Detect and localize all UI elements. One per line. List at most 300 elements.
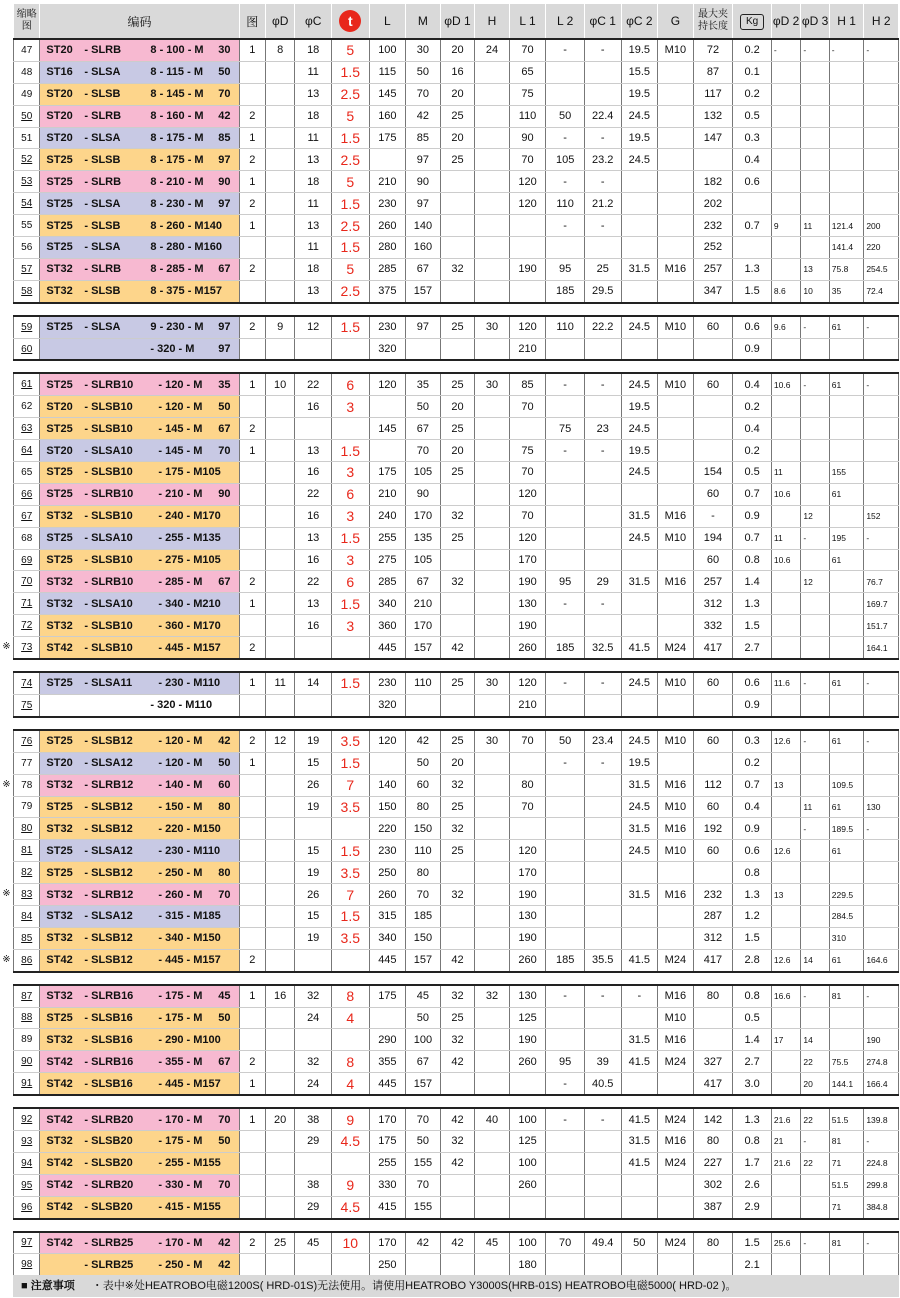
cell-pc: 15 <box>295 752 332 774</box>
cell-L2 <box>546 1152 585 1174</box>
row-number[interactable] <box>14 440 40 462</box>
cell-fig <box>239 1254 265 1276</box>
cell-H <box>475 193 510 215</box>
code-part: ST42 <box>46 1077 73 1090</box>
t-badge-icon: t <box>339 10 361 32</box>
row-number[interactable] <box>14 774 40 796</box>
cell-L: 230 <box>369 316 406 338</box>
cell-kg: 0.9 <box>733 694 772 716</box>
row-number[interactable] <box>14 1029 40 1051</box>
cell-pc2 <box>621 193 658 215</box>
cell-H <box>475 215 510 237</box>
product-code[interactable] <box>40 730 239 752</box>
cell-L1: 80 <box>509 774 546 796</box>
cell-H2: - <box>864 39 899 61</box>
table-row <box>14 1254 899 1276</box>
code-part: - SLSB20 <box>84 1201 133 1214</box>
cell-L2 <box>546 818 585 840</box>
product-code[interactable] <box>40 1108 239 1130</box>
product-code[interactable] <box>40 396 239 418</box>
cell-G: M24 <box>658 1108 694 1130</box>
product-code[interactable] <box>40 694 239 716</box>
row-number[interactable] <box>14 694 40 716</box>
cell-H <box>475 396 510 418</box>
product-code[interactable] <box>40 593 239 615</box>
row-number[interactable] <box>14 171 40 193</box>
row-number[interactable] <box>14 105 40 127</box>
cell-L: 210 <box>369 483 406 505</box>
product-code[interactable] <box>40 905 239 927</box>
row-number[interactable] <box>14 672 40 694</box>
cell-kg: 1.3 <box>733 1108 772 1130</box>
row-number[interactable] <box>14 862 40 884</box>
cell-G <box>658 105 694 127</box>
cell-pd <box>265 637 294 659</box>
product-code[interactable] <box>40 105 239 127</box>
cell-pc2: 31.5 <box>621 571 658 593</box>
cell-L1: 110 <box>509 105 546 127</box>
cell-fig <box>239 1174 265 1196</box>
cell-pd1: 25 <box>440 316 475 338</box>
row-number[interactable] <box>14 258 40 280</box>
cell-maxlen: 417 <box>693 1073 733 1095</box>
table-row <box>14 862 899 884</box>
cell-L2: - <box>546 127 585 149</box>
cell-t: 6 <box>331 571 369 593</box>
cell-L <box>369 752 406 774</box>
cell-H1: 61 <box>829 730 864 752</box>
code-part: - SLRB <box>84 175 122 188</box>
code-part: ST25 <box>46 554 73 567</box>
code-part: 42 <box>218 1258 231 1271</box>
cell-L1: 120 <box>509 171 546 193</box>
cell-G: M10 <box>658 730 694 752</box>
row-number-text: 61 <box>21 379 33 391</box>
product-code[interactable] <box>40 949 239 971</box>
cell-pc1: 22.2 <box>584 316 621 338</box>
spec-table <box>13 3 899 1277</box>
row-number[interactable] <box>14 373 40 395</box>
code-part: - SLSB16 <box>84 1033 133 1046</box>
cell-pc2 <box>621 1073 658 1095</box>
product-code[interactable] <box>40 1029 239 1051</box>
cell-fig: 1 <box>239 373 265 395</box>
cell-H1: 109.5 <box>829 774 864 796</box>
row-number[interactable] <box>14 1108 40 1130</box>
row-number[interactable] <box>14 752 40 774</box>
cell-pd1: 25 <box>440 462 475 484</box>
product-code[interactable] <box>40 840 239 862</box>
product-code[interactable] <box>40 985 239 1007</box>
cell-pc2: - <box>621 985 658 1007</box>
cell-L1: 70 <box>509 149 546 171</box>
cell-H2: 274.8 <box>864 1051 899 1073</box>
cell-fig: 2 <box>239 258 265 280</box>
cell-pc2: 19.5 <box>621 440 658 462</box>
code-part: ST25 <box>46 800 73 813</box>
cell-pc2: 31.5 <box>621 258 658 280</box>
row-number[interactable] <box>14 39 40 61</box>
cell-maxlen <box>693 149 733 171</box>
cell-M: 67 <box>406 258 441 280</box>
cell-pd <box>265 483 294 505</box>
product-code[interactable] <box>40 672 239 694</box>
cell-maxlen: 192 <box>693 818 733 840</box>
row-number[interactable] <box>14 1152 40 1174</box>
cell-pd: 12 <box>265 730 294 752</box>
cell-G <box>658 1196 694 1218</box>
row-number[interactable] <box>14 316 40 338</box>
cell-pc1 <box>584 338 621 360</box>
spec-table-wrapper <box>13 3 899 1277</box>
row-number-text: 53 <box>21 176 33 188</box>
product-code[interactable] <box>40 149 239 171</box>
product-code[interactable] <box>40 440 239 462</box>
cell-t: 1.5 <box>331 193 369 215</box>
cell-maxlen: 387 <box>693 1196 733 1218</box>
cell-H <box>475 127 510 149</box>
cell-maxlen: 417 <box>693 949 733 971</box>
cell-pc1 <box>584 694 621 716</box>
table-row <box>14 127 899 149</box>
cell-L2: 110 <box>546 193 585 215</box>
product-code[interactable] <box>40 83 239 105</box>
cell-pc: 15 <box>295 905 332 927</box>
table-row <box>14 338 899 360</box>
cell-maxlen: 80 <box>693 1130 733 1152</box>
cell-G <box>658 905 694 927</box>
row-number[interactable] <box>14 61 40 83</box>
row-number[interactable] <box>14 927 40 949</box>
product-code[interactable] <box>40 215 239 237</box>
table-row <box>14 258 899 280</box>
table-row <box>14 39 899 61</box>
cell-pd3 <box>801 127 829 149</box>
row-number[interactable] <box>14 1130 40 1152</box>
cell-pd2 <box>771 440 800 462</box>
cell-maxlen: 147 <box>693 127 733 149</box>
code-part: 35 <box>218 378 231 391</box>
product-code[interactable] <box>40 1051 239 1073</box>
row-number[interactable] <box>14 818 40 840</box>
row-number[interactable] <box>14 483 40 505</box>
cell-M: 42 <box>406 730 441 752</box>
cell-pd <box>265 505 294 527</box>
cell-pd2 <box>771 418 800 440</box>
cell-H2: 76.7 <box>864 571 899 593</box>
header-H: H <box>475 4 510 40</box>
code-part: - 250 - M <box>158 866 203 879</box>
group-spacer <box>14 659 899 672</box>
code-part: ST25 <box>46 677 73 690</box>
cell-fig: 2 <box>239 1051 265 1073</box>
cell-L1: 70 <box>509 39 546 61</box>
cell-pd1: 20 <box>440 440 475 462</box>
cell-maxlen: 194 <box>693 527 733 549</box>
cell-pc: 18 <box>295 39 332 61</box>
product-code[interactable] <box>40 927 239 949</box>
cell-pc1 <box>584 774 621 796</box>
product-code[interactable] <box>40 615 239 637</box>
cell-H: 30 <box>475 672 510 694</box>
cell-maxlen: 80 <box>693 1232 733 1254</box>
product-code[interactable] <box>40 1130 239 1152</box>
product-code[interactable] <box>40 884 239 906</box>
cell-t: 1.5 <box>331 316 369 338</box>
cell-pd2: 9 <box>771 215 800 237</box>
cell-G: M10 <box>658 672 694 694</box>
product-code[interactable] <box>40 373 239 395</box>
row-number[interactable] <box>14 505 40 527</box>
product-code[interactable] <box>40 483 239 505</box>
cell-G <box>658 396 694 418</box>
code-part: - SLSB <box>84 88 121 101</box>
cell-H <box>475 1007 510 1029</box>
code-part: ST42 <box>46 1179 73 1192</box>
cell-pd <box>265 796 294 818</box>
cell-t: 10 <box>331 1232 369 1254</box>
row-number[interactable] <box>14 338 40 360</box>
row-number[interactable] <box>14 615 40 637</box>
product-code[interactable] <box>40 39 239 61</box>
cell-H1: 141.4 <box>829 237 864 259</box>
cell-fig: 1 <box>239 1073 265 1095</box>
cell-pd2 <box>771 505 800 527</box>
cell-H1 <box>829 571 864 593</box>
cell-pd3: 22 <box>801 1051 829 1073</box>
product-code[interactable] <box>40 237 239 259</box>
row-number[interactable] <box>14 149 40 171</box>
cell-H2 <box>864 752 899 774</box>
row-number[interactable] <box>14 593 40 615</box>
row-number[interactable] <box>14 985 40 1007</box>
row-number[interactable] <box>14 1174 40 1196</box>
cell-fig <box>239 338 265 360</box>
product-code[interactable] <box>40 637 239 659</box>
code-part: 50 <box>218 1011 231 1024</box>
cell-pc1 <box>584 927 621 949</box>
cell-L2 <box>546 549 585 571</box>
cell-pd <box>265 818 294 840</box>
product-code[interactable] <box>40 571 239 593</box>
note-mark: ※ <box>2 888 11 899</box>
cell-maxlen: 257 <box>693 258 733 280</box>
row-number-text: 74 <box>21 677 33 689</box>
cell-pd3: - <box>801 316 829 338</box>
row-number[interactable] <box>14 571 40 593</box>
cell-maxlen <box>693 396 733 418</box>
row-number-text: 75 <box>21 699 33 711</box>
cell-L: 230 <box>369 193 406 215</box>
table-row <box>14 215 899 237</box>
product-code[interactable] <box>40 505 239 527</box>
cell-pc: 13 <box>295 83 332 105</box>
cell-pd <box>265 752 294 774</box>
row-number[interactable] <box>14 1254 40 1276</box>
row-number-text: 90 <box>21 1056 33 1068</box>
cell-pc1 <box>584 615 621 637</box>
cell-L1: 100 <box>509 1152 546 1174</box>
row-number[interactable] <box>14 637 40 659</box>
code-part: 70 <box>218 1113 231 1126</box>
product-code[interactable] <box>40 1174 239 1196</box>
row-number[interactable] <box>14 215 40 237</box>
product-code[interactable] <box>40 549 239 571</box>
cell-L2 <box>546 796 585 818</box>
row-number[interactable] <box>14 1007 40 1029</box>
cell-M <box>406 1254 441 1276</box>
table-row <box>14 1232 899 1254</box>
row-number[interactable] <box>14 396 40 418</box>
product-code[interactable] <box>40 127 239 149</box>
cell-H1 <box>829 593 864 615</box>
cell-pc: 13 <box>295 215 332 237</box>
code-part: 8 - 285 - M <box>150 263 204 276</box>
cell-pc1 <box>584 237 621 259</box>
cell-L2: 95 <box>546 258 585 280</box>
cell-L1: 260 <box>509 1174 546 1196</box>
row-number[interactable] <box>14 193 40 215</box>
cell-maxlen: 252 <box>693 237 733 259</box>
cell-pd1: 32 <box>440 1029 475 1051</box>
product-code[interactable] <box>40 752 239 774</box>
cell-pd3: 14 <box>801 949 829 971</box>
cell-t: 4 <box>331 1007 369 1029</box>
product-code[interactable] <box>40 1196 239 1218</box>
table-row <box>14 1196 899 1218</box>
cell-H2: 220 <box>864 237 899 259</box>
cell-pc <box>295 418 332 440</box>
product-code[interactable] <box>40 280 239 302</box>
product-code[interactable] <box>40 774 239 796</box>
row-number[interactable] <box>14 840 40 862</box>
product-code[interactable] <box>40 418 239 440</box>
cell-pc: 16 <box>295 462 332 484</box>
cell-H2 <box>864 884 899 906</box>
cell-G <box>658 694 694 716</box>
cell-H1: 61 <box>829 373 864 395</box>
code-part: - SLRB16 <box>84 990 134 1003</box>
product-code[interactable] <box>40 818 239 840</box>
product-code[interactable] <box>40 796 239 818</box>
cell-L2: - <box>546 672 585 694</box>
row-number[interactable] <box>14 1232 40 1254</box>
cell-G: M10 <box>658 1007 694 1029</box>
cell-G: M16 <box>658 258 694 280</box>
cell-L: 285 <box>369 258 406 280</box>
cell-maxlen: 302 <box>693 1174 733 1196</box>
cell-pc1: - <box>584 171 621 193</box>
footer-label: ■ 注意事项 <box>21 1280 75 1292</box>
row-number[interactable] <box>14 1196 40 1218</box>
cell-G: M10 <box>658 527 694 549</box>
product-code[interactable] <box>40 316 239 338</box>
cell-M: 97 <box>406 316 441 338</box>
cell-maxlen: 60 <box>693 840 733 862</box>
table-row <box>14 1174 899 1196</box>
cell-H1 <box>829 338 864 360</box>
cell-pc2: 31.5 <box>621 505 658 527</box>
row-number[interactable] <box>14 949 40 971</box>
cell-L1: 190 <box>509 615 546 637</box>
row-number[interactable] <box>14 905 40 927</box>
cell-pd1: 25 <box>440 105 475 127</box>
cell-G <box>658 83 694 105</box>
cell-L2: - <box>546 215 585 237</box>
cell-pc1: 23 <box>584 418 621 440</box>
product-code[interactable] <box>40 1152 239 1174</box>
row-number-text: 59 <box>21 321 33 333</box>
row-number[interactable] <box>14 280 40 302</box>
code-part: 42 <box>218 735 231 748</box>
cell-pc: 16 <box>295 615 332 637</box>
product-code[interactable] <box>40 193 239 215</box>
cell-G <box>658 149 694 171</box>
cell-pc2: 24.5 <box>621 730 658 752</box>
cell-H2: 151.7 <box>864 615 899 637</box>
row-number[interactable] <box>14 730 40 752</box>
row-number[interactable] <box>14 418 40 440</box>
row-number[interactable] <box>14 127 40 149</box>
cell-kg: 0.9 <box>733 505 772 527</box>
product-code[interactable] <box>40 1073 239 1095</box>
cell-pd1: 42 <box>440 949 475 971</box>
row-number[interactable] <box>14 462 40 484</box>
cell-maxlen: 60 <box>693 373 733 395</box>
cell-L1: 190 <box>509 927 546 949</box>
row-number[interactable] <box>14 549 40 571</box>
code-part: - 255 - M135 <box>158 532 221 545</box>
code-part: ST25 <box>46 175 73 188</box>
product-code[interactable] <box>40 1232 239 1254</box>
cell-pd3 <box>801 884 829 906</box>
product-code[interactable] <box>40 527 239 549</box>
row-number[interactable] <box>14 1073 40 1095</box>
cell-pc: 16 <box>295 396 332 418</box>
product-code[interactable] <box>40 171 239 193</box>
product-code[interactable] <box>40 61 239 83</box>
code-part: - 230 - M110 <box>158 844 221 857</box>
code-part: - SLRB20 <box>84 1179 134 1192</box>
cell-pd2: 10.6 <box>771 373 800 395</box>
row-number[interactable] <box>14 527 40 549</box>
row-number[interactable] <box>14 237 40 259</box>
cell-kg: 0.2 <box>733 440 772 462</box>
code-part: - 250 - M <box>158 1258 203 1271</box>
row-number[interactable] <box>14 884 40 906</box>
product-code[interactable] <box>40 338 239 360</box>
cell-kg: 0.4 <box>733 418 772 440</box>
row-number[interactable] <box>14 796 40 818</box>
table-row <box>14 83 899 105</box>
cell-pd <box>265 396 294 418</box>
row-number[interactable] <box>14 83 40 105</box>
row-number[interactable] <box>14 1051 40 1073</box>
cell-fig: 1 <box>239 171 265 193</box>
product-code[interactable] <box>40 462 239 484</box>
cell-H1 <box>829 1029 864 1051</box>
cell-kg: 2.7 <box>733 1051 772 1073</box>
product-code[interactable] <box>40 258 239 280</box>
cell-pd <box>265 1073 294 1095</box>
cell-L2: - <box>546 440 585 462</box>
table-row <box>14 373 899 395</box>
cell-maxlen <box>693 862 733 884</box>
product-code[interactable] <box>40 862 239 884</box>
product-code[interactable] <box>40 1254 239 1276</box>
product-code[interactable] <box>40 1007 239 1029</box>
cell-L2 <box>546 774 585 796</box>
